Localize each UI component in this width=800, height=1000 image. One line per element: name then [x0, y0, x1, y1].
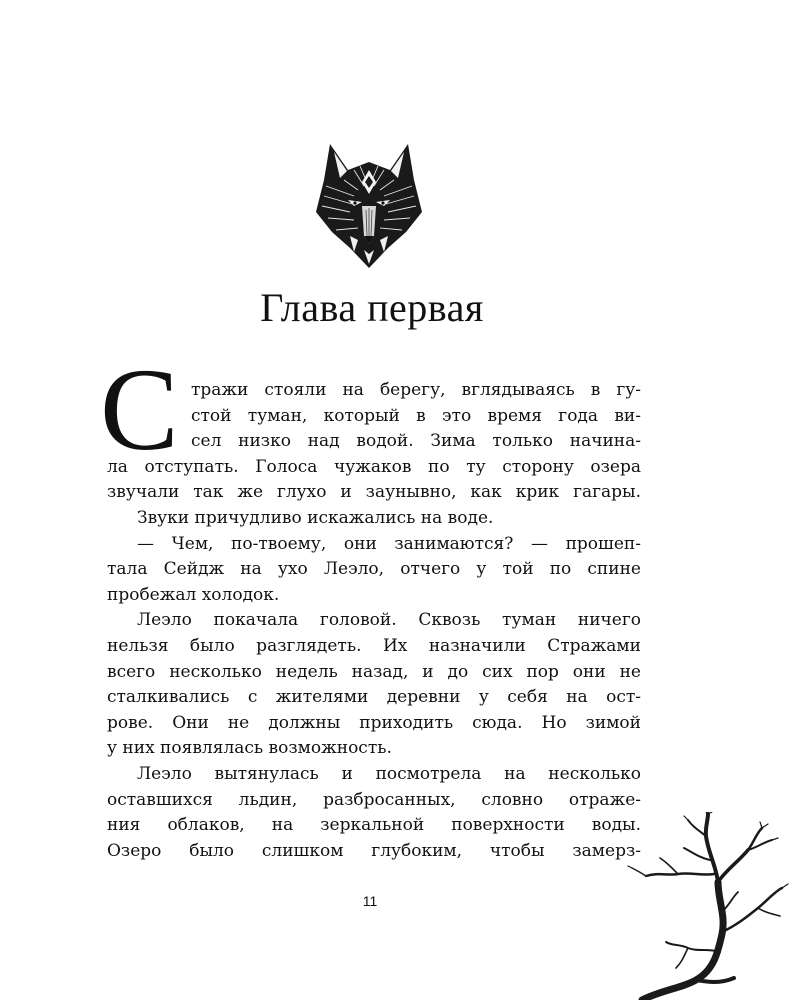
text-line: — Чем, по-твоему, они занимаются? — прошеп-	[137, 533, 641, 554]
text-line: сталкивались с жителями деревни у себя на ост-	[107, 687, 641, 708]
text-line: Леэло покачала головой. Сквозь туман ничего	[137, 610, 641, 631]
text-line: тала Сейдж на ухо Леэло, отчего у той по спине	[107, 559, 641, 580]
text-line: у них появлялась возможность.	[107, 738, 392, 759]
text-line: нельзя было разглядеть. Их назначили Стражами	[107, 635, 641, 656]
text-line: рове. Они не должны приходить сюда. Но зимой	[107, 712, 641, 733]
page-number: 11	[362, 893, 378, 909]
text-line: всего несколько недель назад, и до сих пор они не	[107, 661, 641, 682]
text-line: ния облаков, на зеркальной поверхности воды.	[107, 815, 641, 836]
text-line: Леэло вытянулась и посмотрела на несколько	[137, 763, 641, 784]
text-line: тражи стояли на берегу, вглядываясь в гу-	[191, 380, 641, 400]
text-line: стой туман, который в это время года ви-	[191, 405, 641, 426]
text-line: Озеро было слишком глубоким, чтобы замерз-	[107, 840, 641, 861]
text-line: пробежал холодок.	[107, 584, 280, 605]
bare-tree-icon	[622, 812, 800, 1000]
text-line: Звуки причудливо искажались на воде.	[137, 507, 494, 528]
text-line: ла отступать. Голоса чужаков по ту сторону озера	[107, 456, 641, 477]
chapter-title: Глава первая	[260, 285, 484, 330]
text-line: сел низко над водой. Зима только начина-	[191, 431, 641, 452]
text-line: звучали так же глухо и заунывно, как крик гагары.	[107, 482, 641, 503]
chapter-body-text	[107, 378, 641, 864]
drop-cap-letter: С	[100, 344, 179, 475]
text-line: оставшихся льдин, разбросанных, словно отраже-	[107, 789, 641, 810]
wolf-head-icon	[314, 140, 424, 270]
